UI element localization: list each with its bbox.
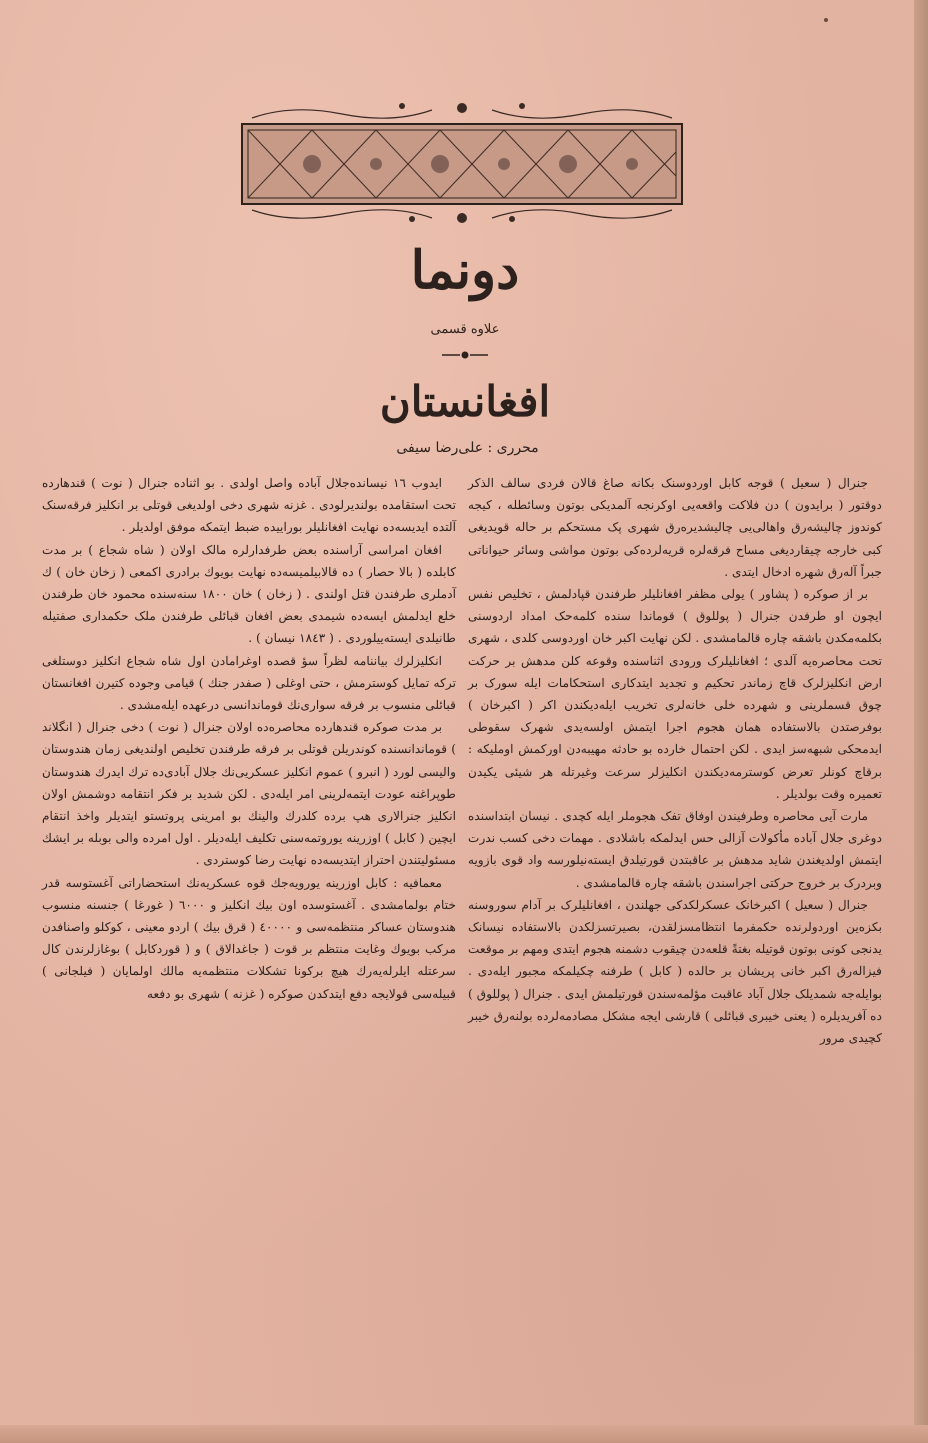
paragraph: افغان امراسی آراسنده بعض طرفدارلره مالک اولان ( شاه شجاع ) بر مدت کابلده ( بالا حصار ) ده قالابیلمیسه‌ده نهایت بویوك برادری اکمعی ( زخان خان ) ك آدملری طرفندن قتل اولندی . ( زخان ) خان ١٨٠٠ سنه‌سنده محمود خان طرفندن خلع ایدلمش ایسه‌ده شیمدی بعض افغان قبائلی طرفندن ملک حکمداری صفتیله طانیلدی ایسته‌ییلوردی . ( ١٨٤٣ نیسان ) .	[42, 542, 457, 646]
paragraph: معمافیه : کابل اوزرینه یورویه‌جك قوه عسکریه‌نك استحضاراتی آغستوسه قدر ختام بولمامشدی . آغستوسده اون بیك انکلیز و ٦٠٠٠ ( غورغا ) جنسنه منسوب هندوستان عساکر منتظمه‌سی و ٤٠٠٠٠ ( قرق بیك ) اردو معینی ، کوکلو واصنافدن مرکب بویوك وغایت منتظم بر قوت ( جاغدالاق ) و ( قوردکابل ) بوغازلرندن کال سرعتله ایلرله‌یه‌رك هیچ برکونا تشکلات منتظمه‌یه مالك اولمایان ( فیلجانی ) قبیله‌سی قولایجه دفع ایتدکدن صوکره ( غزنه ) شهری بو دفعه	[42, 875, 456, 1001]
article-title: افغانستان	[379, 377, 551, 426]
paragraph: بر مدت صوکره قندهارده محاصره‌ده اولان جنرال ( نوت ) دخی جنرال ( انگلاند ) قوماندانسنده کوندریلن قوتلی بر فرقه طرفندن تخلیص اولندیغی زمان هندوستان والیسی لورد ( انبرو ) عموم انکلیز عسکریی‌نك جلال آبادی‌ده ترك ایدرك هندوستان طوپراغنه عودت ایتمه‌لرینی امر ایله‌دی . لکن شدید بر فکر انتقامه دوشمش اولان انکلیز جنرالاری هپ برده کلدرك والینك بو امرینی پروتستو ایتدیلر واخذ انتقام ایچین ( کابل ) اوزرینه یوروتمه‌سنی تکلیف ایله‌دیلر . اول امرده والی بوبله بر ایشك مسئولیتندن احتراز ایتدیسه‌ده نهایت رضا کوستردی .	[42, 720, 456, 868]
paragraph: ایدوب ١٦ نیسانده‌جلال آباده واصل اولدی . بو اثناده جنرال ( نوت ) قندهارده تحت استقامده بولندیرلودی . غزنه شهری دخی اولدیغی قوتلی بر انکلیز فرقه‌سنک آلتده ایدیسه‌ده نهایت افغانلیلر بوراییده ضبط ایتمکه موفق اولدیلر .	[42, 476, 456, 535]
paragraph: مارت آیی محاصره وطرفیندن اوفاق تفک هجوملر ایله کچدی . نیسان ابتداسنده دوغری جلال آباده مأکولات آزالی حس ایدلمکه باشلادی . مهمات دخی کسب ندرت ایتمش اولدیغندن شاید مدهش بر عاقبتدن قورتیلدق ایسته‌نیلورسه واد قوی بازویه وبردرک بر خروج حرکتی اجراسندن باشقه چاره قالمامشدی .	[468, 809, 882, 890]
page-edge-right	[914, 0, 928, 1443]
ink-spot	[824, 18, 828, 22]
section-label: علاوه قسمی	[430, 322, 500, 337]
author-byline: محرری : علی‌رضا سیفی	[396, 440, 539, 456]
paragraph: بر از صوکره ( پشاور ) یولی مظفر افغانلیلر طرفندن قپادلمش ، تخلیص نفس ایچون او طرفدن جنرال ( پوللوق ) قوماندا سنده کلمه‌حک امداد اردوسنی بکلمه‌مکدن باشقه چاره قالمامشدی . لکن نهایت اکبر خان اوردوسی کلدی ، شهری تحت محاصره‌یه آلدی ؛ افغانلیلرک ورودی اثناسنده وقوعه کلن مدهش بر حرکت ارض انکلیزلرک قاچ زماندر تحکیم و تجدید ایتدکاری استحکامات ایله سورک بر چوق قسملرینی و شهرده خلی خانه‌لری تخریب ایله‌دیکندن اکر ( اکبرخان ) بوفرصتدن بالاستفاده همان هجوم اجرا ایتمش اولسه‌یدی شهرک سقوطی ایدمحکی شبهه‌سز ایدی . لکن احتمال خارده بو حادثه مهیبه‌دن اورکمش اوملیکه : برقاچ کونلر تعرض کوسترمه‌دیکندن انکلیزلر سرعت وغیرتله هر شیئی یکیدن تعمیره وقت بولدیلر .	[468, 587, 882, 801]
paragraph: جنرال ( سعیل ) اکبرخانک عسکرلکدکی جهلندن ، افغانلیلرک بر آدام سوروسنه بکزه‌ین اوردولرنده حکمفرما انتظامسزلقدن، بصیرتسزلکدن بالاستفاده نیسانک یدنجی کونی بوتون قوتیله بغتةً قلعه‌دن چیقوب دشمنه هجوم ایتدی ومهم بر موقعت فیزاله‌رق اکبر خانی پریشان بر حالده ( کابل ) طرفنه چکیلمکه مجبور ایله‌دی . بوایله‌جه شمدیلک جلال آباد عاقبت مؤلمه‌سندن قورتیلمش ایدی . جنرال ( پوللوق ) ده آفریدیلره ( یعنی خیبری قبائلی ) قارشی ایجه مشکل مصادمه‌لرده بولنه‌رق خیبر کچیدی مرور	[468, 897, 882, 1046]
divider-ornament	[440, 350, 490, 360]
masthead: دونما	[410, 240, 520, 301]
article-column-right	[468, 472, 882, 1049]
article-column-left	[42, 472, 456, 1005]
paragraph: جنرال ( سعیل ) قوجه کابل اوردوسنک بکانه صاغ قالان فردی سالف الذکر دوقتور ( برایدون ) دن فلاکت واقعه‌یی اوکرنجه آلمدیکی بوتون وسائطله ، کیجه کوندوز چالیشه‌رق واهالی‌یی چالیشدیره‌رق شهری پک مستحکم بر حاله قویدیغی کبی خارجه چیقاردیغی مساح فرقه‌لره قریه‌لرده‌کی بوتون مواشی وسائر حیواناتی جبراً آله‌رق شهره ادخال ایتدی .	[468, 476, 882, 579]
page-edge-bottom	[0, 1425, 928, 1443]
paragraph: انکلیزلرك بیاننامه لظراً سؤ قصده اوغرامادن اول شاه شجاع انکلیز دوستلغی ترکه تمایل کوسترمش ، حتی اوغلی ( صفدر جنك ) قیامی وجوده کتیرن افغانستان قبائلی منسوب بر فرقه سواری‌نك قوماندانسی درعهده ایله‌مشدی .	[42, 653, 456, 713]
header-ornament	[232, 96, 692, 226]
